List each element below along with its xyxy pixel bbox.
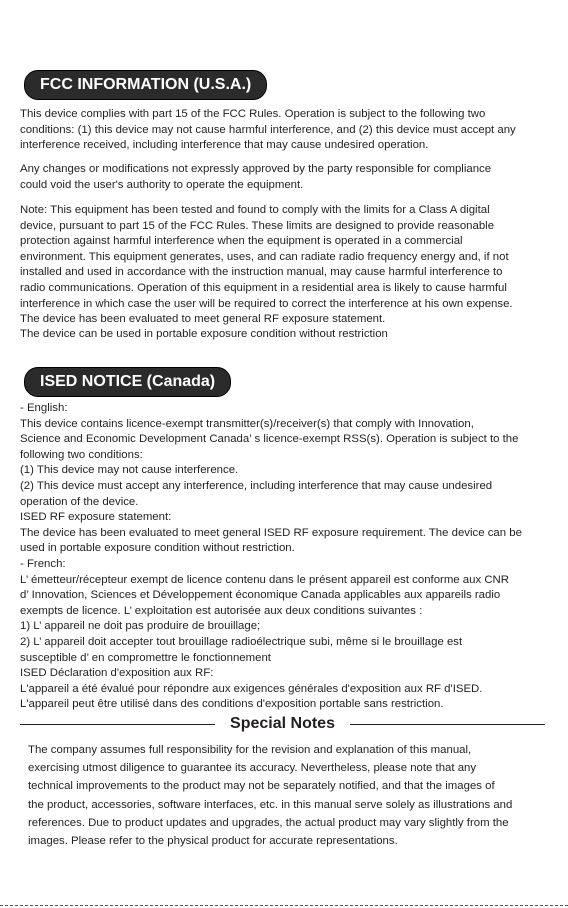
text-line: interference in which case the user will be required to correct the interference at his own expense.: [20, 297, 513, 310]
text-line: Any changes or modifications not expressly approved by the party responsible for compliance: [20, 163, 492, 175]
fcc-paragraph-modifications: [20, 162, 550, 193]
text-line: - French:: [20, 557, 66, 570]
text-line: radio communications. Operation of this equipment in a residential area is likely to cause harmful: [20, 281, 507, 294]
text-line: Note: This equipment has been tested and found to comply with the limits for a Class A digital: [20, 204, 490, 216]
text-line: exercising utmost diligence to guarantee its accuracy. Nevertheless, please note that any: [28, 762, 477, 775]
text-line: installed and used in accordance with the instruction manual, may cause harmful interference to: [20, 266, 503, 279]
page-bottom-divider: [0, 905, 568, 906]
text-line: environment. This equipment generates, uses, and can radiate radio frequency energy and, if not: [20, 250, 509, 263]
text-line: following two conditions:: [20, 448, 143, 461]
fcc-heading: FCC INFORMATION (U.S.A.): [24, 70, 267, 100]
text-line: used in portable exposure condition without restriction.: [20, 542, 295, 555]
text-line: device, pursuant to part 15 of the FCC Rules. These limits are designed to provide reasonable: [20, 219, 495, 232]
text-line: 2) L’ appareil doit accepter tout brouillage radioélectrique subi, même si le brouillage est: [20, 635, 463, 648]
special-notes-header: [20, 712, 545, 738]
fcc-paragraph-portable: [20, 327, 550, 343]
text-line: Science and Economic Development Canada’ s licence-exempt RSS(s). Operation is subject to the: [20, 433, 519, 446]
fcc-paragraph-compliance: [20, 107, 550, 154]
text-line: This device contains licence-exempt transmitter(s)/receiver(s) that comply with Innovation,: [20, 417, 474, 430]
text-line: The device can be used in portable exposure condition without restriction: [20, 328, 388, 340]
text-line: images. Please refer to the physical product for accurate representations.: [28, 835, 398, 848]
divider: [350, 724, 545, 725]
text-line: could void the user's authority to operate the equipment.: [20, 178, 304, 191]
text-line: exempts de licence. L’ exploitation est autorisée aux deux conditions suivantes :: [20, 604, 423, 617]
text-line: - English:: [20, 402, 68, 414]
text-line: conditions: (1) this device may not cause harmful interference, and (2) this device must accept any: [20, 123, 516, 136]
fcc-paragraph-note: [20, 203, 550, 328]
text-line: The device has been evaluated to meet general ISED RF exposure requirement. The device can be: [20, 526, 522, 539]
text-line: technical improvements to the product may not be separately notified, and that the images of: [28, 780, 495, 793]
text-line: This device complies with part 15 of the FCC Rules. Operation is subject to the following two: [20, 108, 486, 120]
text-line: ISED RF exposure statement:: [20, 511, 172, 524]
text-line: ISED Déclaration d'exposition aux RF:: [20, 667, 214, 680]
text-line: interference received, including interference that may cause undesired operation.: [20, 139, 429, 152]
special-notes-body: [28, 741, 548, 850]
text-line: susceptible d’ en compromettre le fonctionnement: [20, 651, 271, 664]
text-line: L'appareil a été évalué pour répondre aux exigences générales d'exposition aux RF d'ISED.: [20, 682, 483, 695]
text-line: protection against harmful interference when the equipment is operated in a commercial: [20, 235, 463, 248]
text-line: (2) This device must accept any interference, including interference that may cause undesired: [20, 479, 493, 492]
text-line: references. Due to product updates and upgrades, the actual product may vary slightly from the: [28, 816, 509, 829]
text-line: The device has been evaluated to meet general RF exposure statement.: [20, 313, 386, 326]
text-line: L'appareil peut être utilisé dans des conditions d'exposition portable sans restriction.: [20, 698, 444, 711]
text-line: the product, accessories, software interfaces, etc. in this manual serve solely as illustrations and: [28, 798, 513, 811]
text-line: The company assumes full responsibility for the revision and explanation of this manual,: [28, 744, 472, 756]
text-line: d’ Innovation, Sciences et Développement économique Canada applicables aux appareils radio: [20, 589, 501, 602]
ised-notice-body: [20, 401, 550, 713]
text-line: 1) L’ appareil ne doit pas produire de brouillage;: [20, 620, 261, 633]
special-notes-title: Special Notes: [230, 715, 335, 732]
text-line: (1) This device may not cause interference.: [20, 464, 239, 477]
text-line: L’ émetteur/récepteur exempt de licence contenu dans le présent appareil est conforme aux CNR: [20, 573, 510, 586]
ised-heading: ISED NOTICE (Canada): [24, 367, 231, 397]
text-line: operation of the device.: [20, 495, 139, 508]
